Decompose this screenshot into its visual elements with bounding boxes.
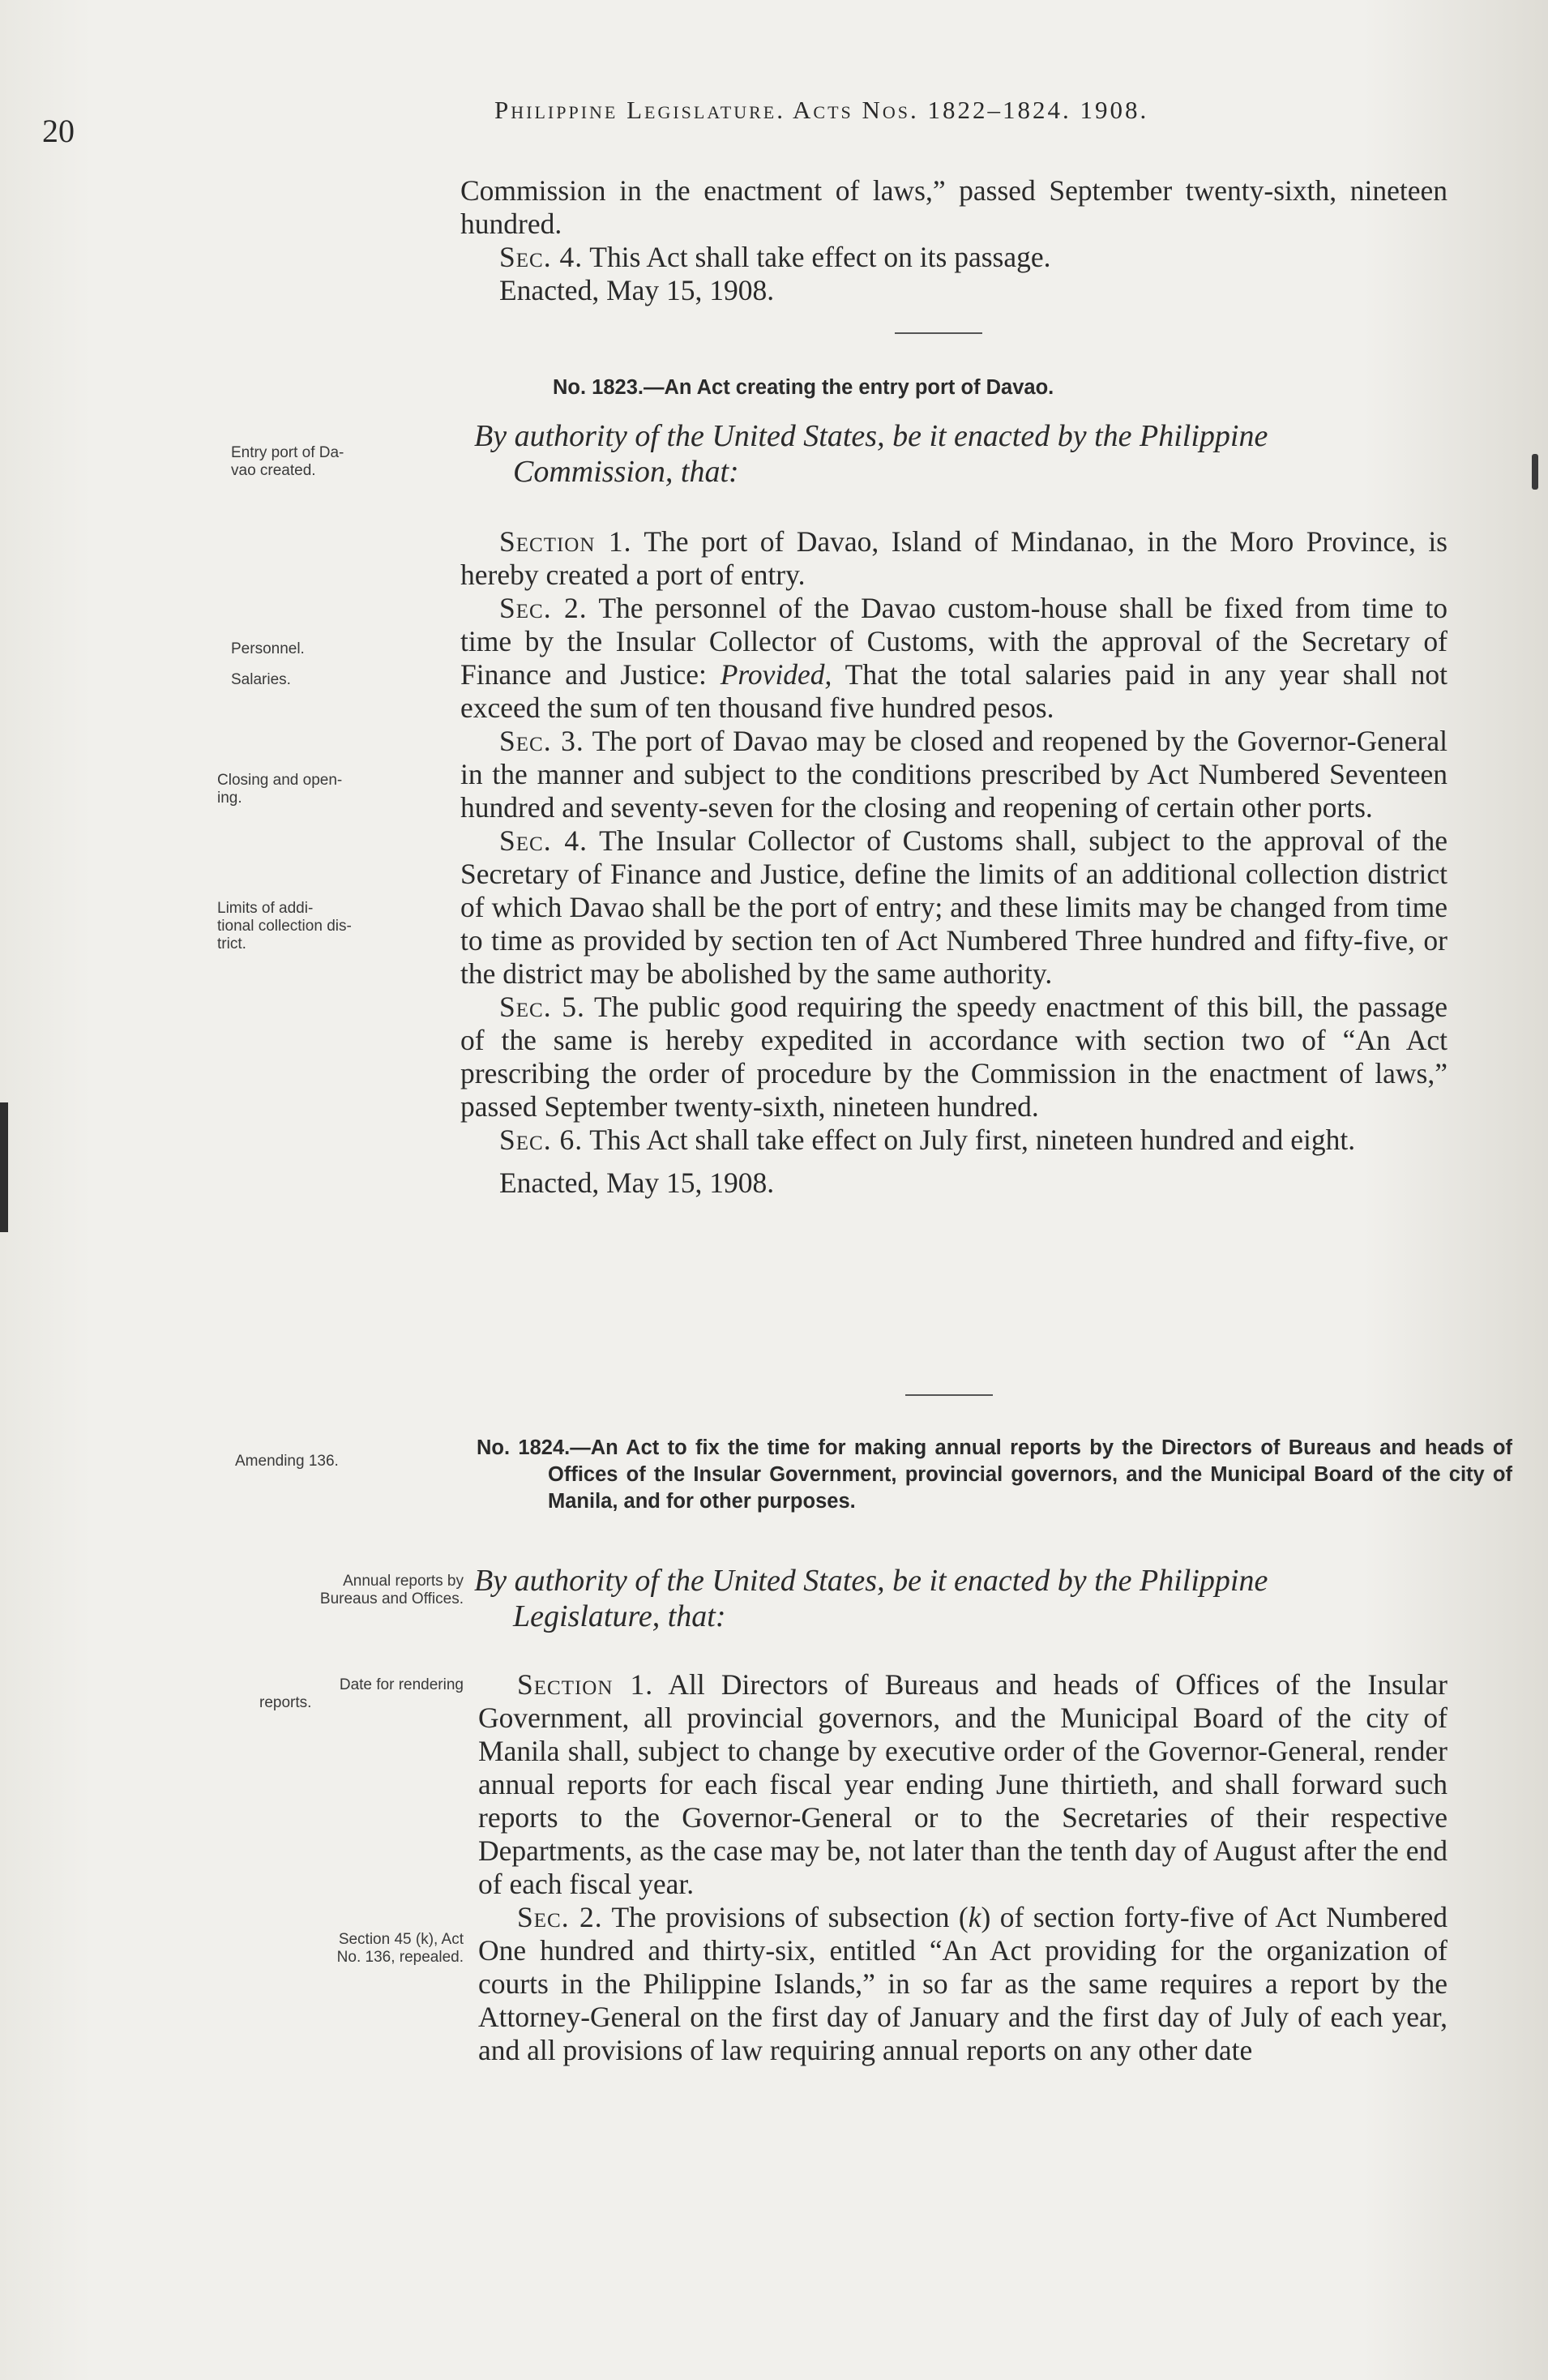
act-1822-enacted: Enacted, May 15, 1908. <box>499 274 775 306</box>
margin-note-amending: Amending 136. <box>235 1453 339 1470</box>
section-label: Sec. 4. <box>499 824 588 857</box>
page-edge-shadow <box>0 1102 8 1232</box>
subsection-letter: k <box>968 1901 981 1933</box>
enacting-line-1: By authority of the United States, be it enacted by the Philippine <box>474 419 1268 453</box>
act-1823-section-1 <box>460 525 1448 592</box>
provided-word: Provided, <box>720 658 832 691</box>
margin-note-line: Annual reports by <box>343 1573 464 1590</box>
margin-note-section-45 <box>237 1931 464 1967</box>
section-text: The provisions of subsection ( <box>602 1901 969 1933</box>
section-label: Sec. 2. <box>517 1901 603 1933</box>
section-text: This Act shall take effect on its passage. <box>583 241 1051 273</box>
section-text: All Directors of Bureaus and heads of Offices of the Insular Government, all provincial governors, and the Municipal Board of the city of Manila shall, subject to change by executive order of the Governor-General, render annual reports for each fiscal year ending June thirtieth, and shall forward such reports to the Governor-General or to the Secretaries of their respective Departments, as the case may be, not later than the tenth day of August after the end of each fiscal year. <box>478 1668 1448 1900</box>
act-1823-heading: No. 1823.—An Act creating the entry port of Davao. <box>553 376 1054 399</box>
act-1823-enacted: Enacted, May 15, 1908. <box>499 1166 775 1199</box>
section-label: Section 1. <box>499 525 632 558</box>
act-1824-body <box>478 1668 1448 2067</box>
act-1824-section-1 <box>478 1668 1448 1901</box>
act-1822-para: Commission in the enactment of laws,” passed September twenty-sixth, nineteen hundred. <box>460 174 1448 240</box>
margin-note-line: ing. <box>217 790 242 807</box>
act-1824-enacting-clause <box>474 1563 1447 1634</box>
margin-note-line: Date for rendering <box>339 1676 464 1693</box>
section-text: The port of Davao, Island of Mindanao, in the Moro Province, is hereby created a port of entry. <box>460 525 1448 591</box>
enacting-line-2: Legislature, that: <box>513 1599 726 1633</box>
section-label: Sec. 3. <box>499 725 584 757</box>
act-1823-enacting-clause <box>474 418 1447 490</box>
page-edge-mark <box>1532 454 1538 490</box>
section-text: The Insular Collector of Customs shall, subject to the approval of the Secretary of Finance and Justice, define the limits of an additional collection district of which Davao shall be the port of entry; and these limits may be changed from time to time as provided by section ten of Act Numbered Three hundred and fifty-five, or the district may be abolished by the same authority. <box>460 824 1448 990</box>
section-text: The public good requiring the speedy enactment of this bill, the passage of the same is hereby expedited in accordance with section two of “An Act prescribing the order of procedure by the Commission in the enactment of laws,” passed September twenty-sixth, nineteen hundred. <box>460 991 1448 1123</box>
margin-note-closing <box>217 772 477 807</box>
margin-note-annual-reports <box>237 1573 464 1608</box>
enacting-line-1: By authority of the United States, be it enacted by the Philippine <box>474 1564 1268 1598</box>
margin-note-line: vao created. <box>231 462 316 479</box>
section-text: That the total salaries paid in any year shall not exceed the sum of ten thousand five hundred pesos. <box>460 658 1448 724</box>
act-1823-body <box>460 525 1448 1200</box>
act-1823-section-4 <box>460 824 1448 991</box>
margin-note-line: Limits of addi- <box>217 900 314 917</box>
margin-note-personnel: Personnel. <box>231 640 305 657</box>
margin-note-line: Closing and open- <box>217 772 343 789</box>
section-label: Sec. 2. <box>499 592 588 624</box>
separator-rule <box>905 1394 993 1396</box>
margin-note-line: No. 136, repealed. <box>336 1949 464 1966</box>
section-label: Sec. 4. <box>499 241 584 273</box>
section-text: The personnel of the Davao custom-house shall be fixed from time to time by the Insular Collector of Customs, with the approval of the Secretary of Finance and Justice: <box>460 592 1448 691</box>
margin-note-line: trict. <box>217 935 246 952</box>
act-1822-ending <box>460 174 1448 307</box>
section-text: ) of section forty-five of Act Numbered One hundred and thirty-six, entitled “An Act providing for the organization of courts in the Philippine Islands,” in so far as the same requires a report by the Attorney-General on the first day of January and the first day of July of each year, and all provisions of law requiring annual reports on any other date <box>478 1901 1448 2066</box>
section-text: This Act shall take effect on July first, nineteen hundred and eight. <box>583 1124 1356 1156</box>
enacting-line-2: Commission, that: <box>513 455 739 489</box>
margin-note-date-reports <box>237 1676 464 1712</box>
act-1824-section-2 <box>478 1901 1448 2067</box>
margin-note-salaries: Salaries. <box>231 671 291 688</box>
separator-rule <box>895 332 982 334</box>
margin-note-line: Entry port of Da- <box>231 444 344 461</box>
margin-note-line: Section 45 (k), Act <box>338 1931 464 1948</box>
running-head: Philippine Legislature. Acts Nos. 1822–1824. 1908. <box>494 96 1149 124</box>
act-1823-section-3 <box>460 725 1448 824</box>
section-label: Section 1. <box>517 1668 654 1701</box>
section-text: The port of Davao may be closed and reopened by the Governor-General in the manner and subject to the conditions prescribed by Act Numbered Seventeen hundred and seventy-seven for the closing and reopening of certain other ports. <box>460 725 1448 824</box>
section-label: Sec. 5. <box>499 991 585 1023</box>
section-label: Sec. 6. <box>499 1124 584 1156</box>
margin-note-limits <box>217 900 477 953</box>
margin-note-entry-port <box>231 444 490 480</box>
act-1823-section-2 <box>460 592 1448 725</box>
act-1824-heading: No. 1824.—An Act to fix the time for making annual reports by the Directors of Bureaus and heads of Offices of the Insular Government, provincial governors, and the Municipal Board of the city of Manila, and for other purposes. <box>477 1436 1512 1513</box>
page-number: 20 <box>42 113 75 149</box>
act-1822-sec4 <box>460 241 1448 274</box>
margin-note-line: tional collection dis- <box>217 918 352 935</box>
margin-note-line: Bureaus and Offices. <box>319 1590 464 1607</box>
act-1823-section-6 <box>460 1124 1448 1157</box>
margin-note-line: reports. <box>259 1694 312 1711</box>
act-1823-section-5 <box>460 991 1448 1124</box>
